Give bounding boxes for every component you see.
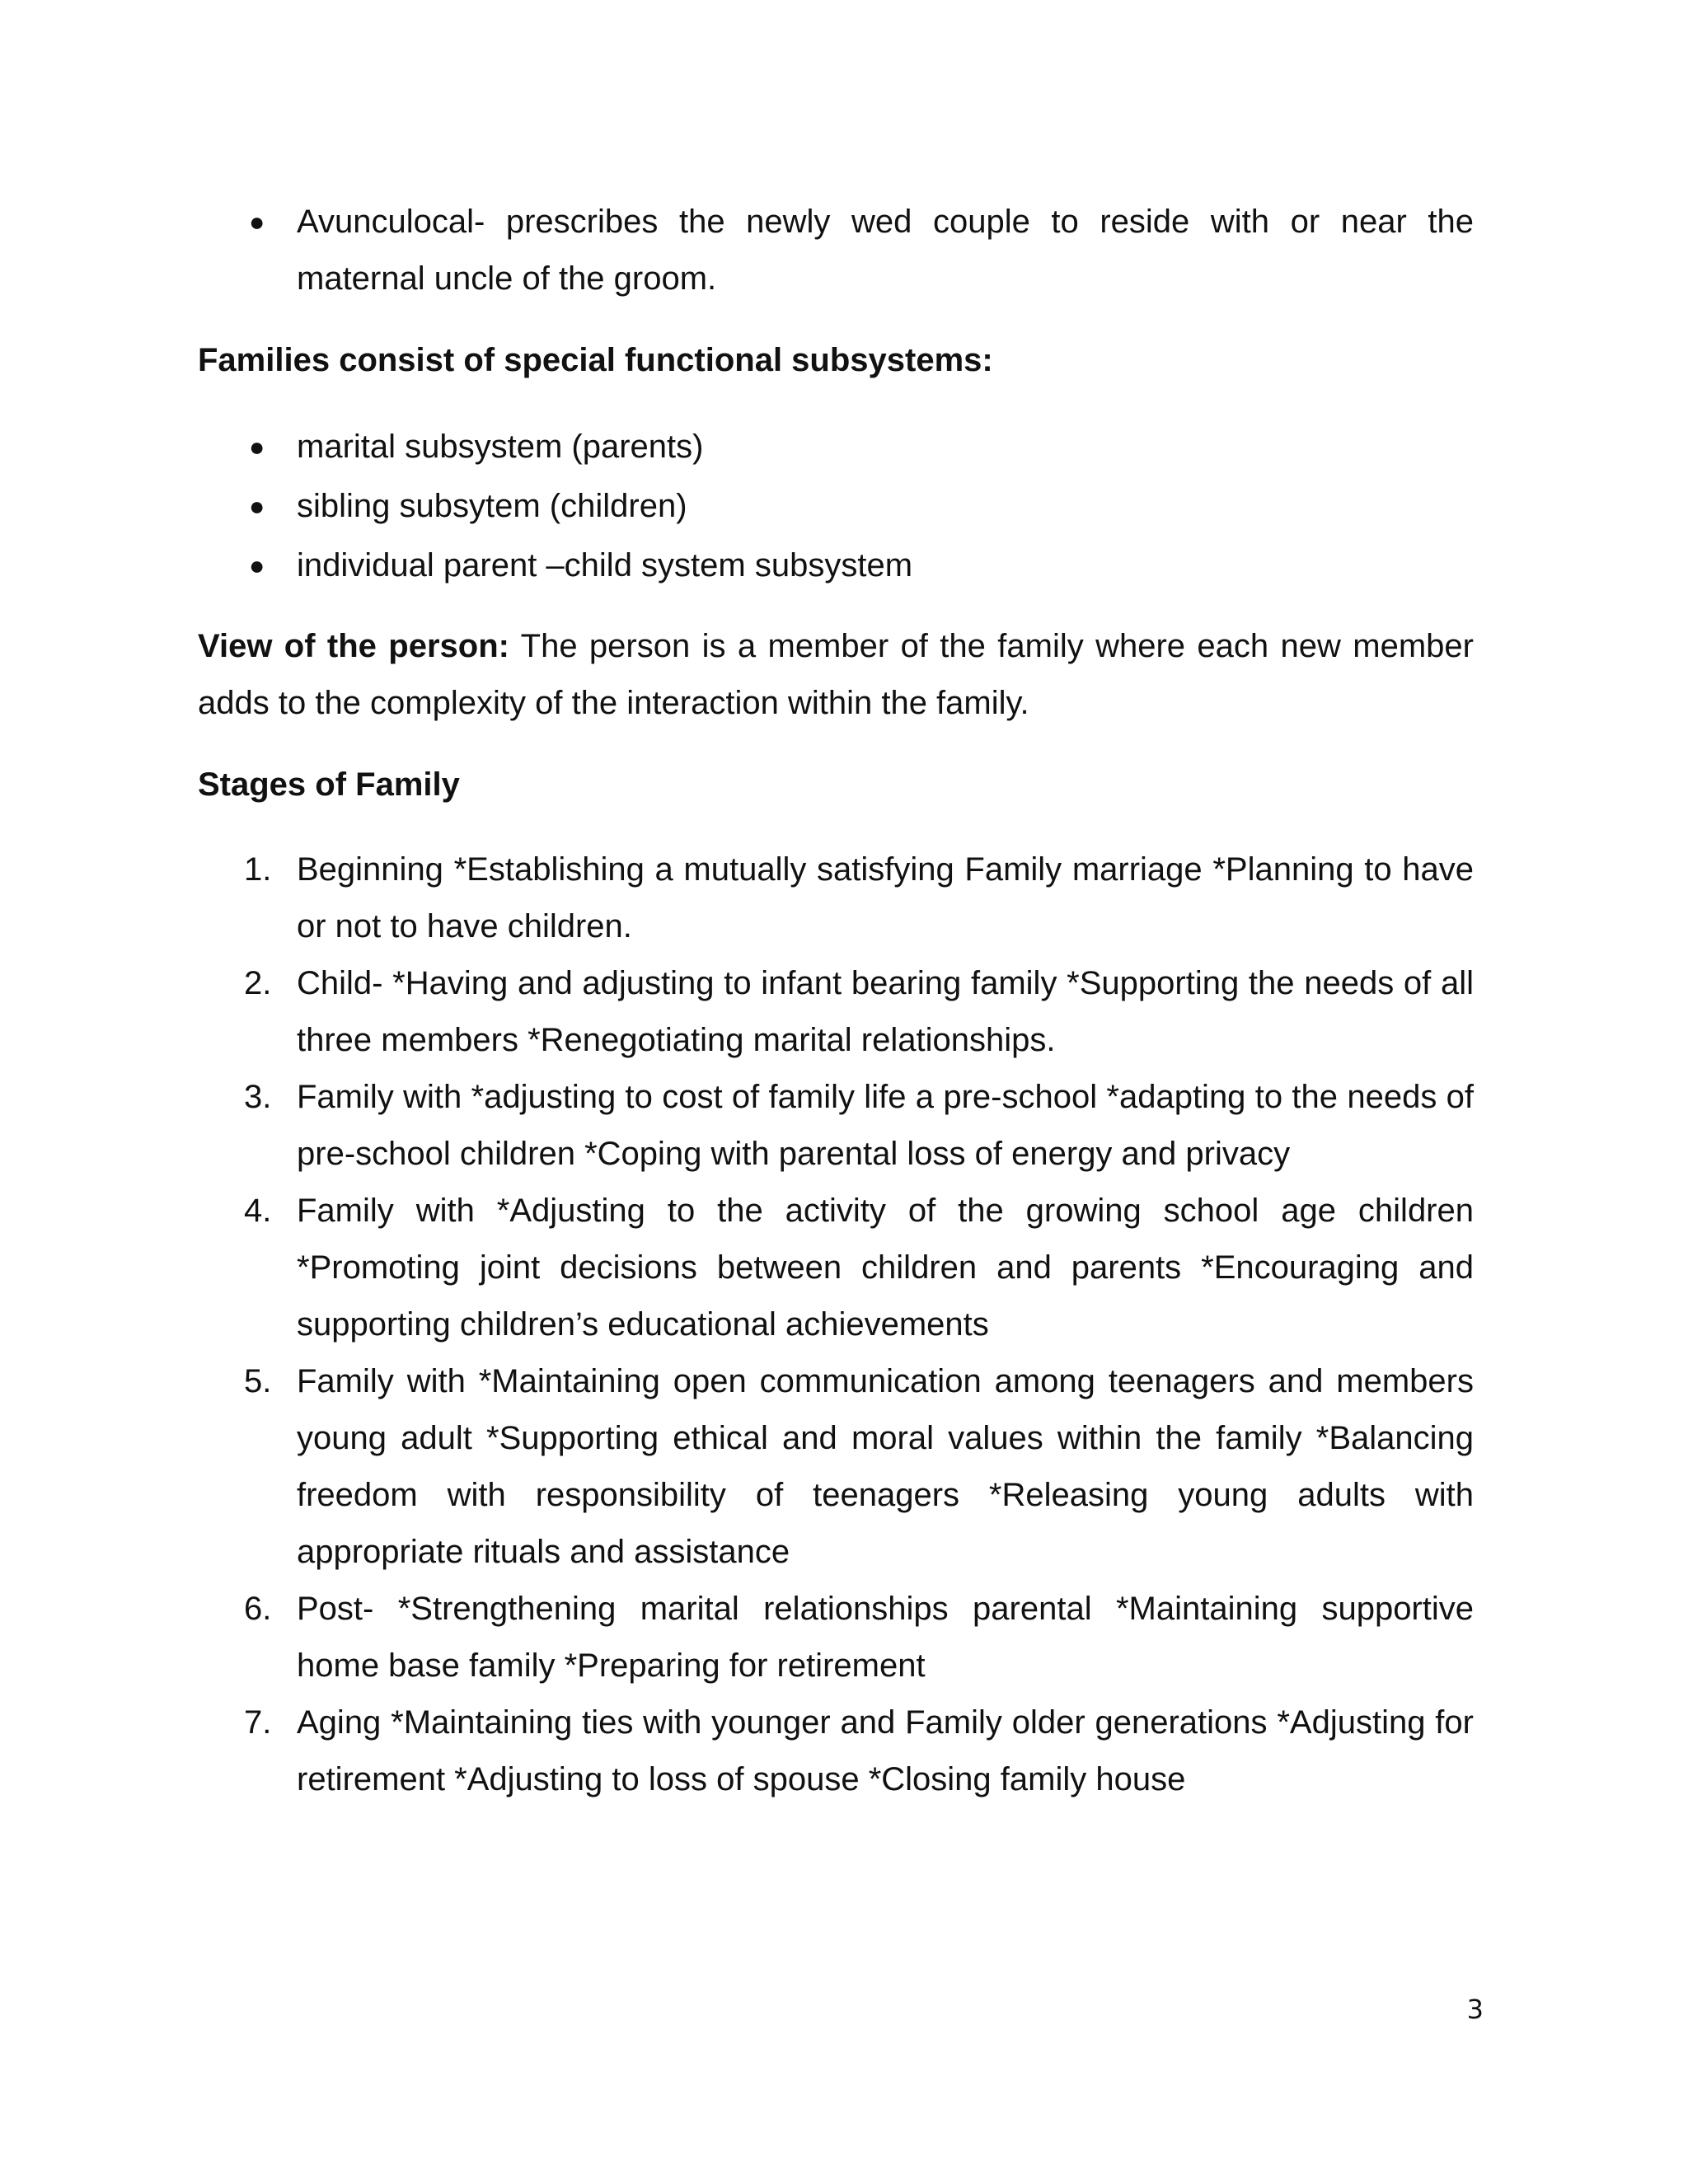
- bullet-icon: ●: [249, 432, 265, 462]
- list-item: [198, 536, 1474, 595]
- list-item: [198, 1581, 1474, 1694]
- stages-list: [198, 841, 1474, 1808]
- list-item: [198, 1069, 1474, 1183]
- list-item: [198, 476, 1474, 536]
- page-number: 3: [1466, 1994, 1484, 2025]
- list-number: 1.: [244, 851, 272, 888]
- list-item: [198, 841, 1474, 955]
- bullet-icon: ●: [249, 551, 265, 580]
- view-of-person-text: The person is a member of the family where each new member adds to the complexity of the interaction within the family.: [198, 628, 1474, 721]
- list-number: 4.: [244, 1193, 272, 1229]
- list-number: 5.: [244, 1363, 272, 1399]
- subsystems-heading: Families consist of special functional subsystems:: [198, 342, 993, 378]
- list-item-text: Avunculocal- prescribes the newly wed couple to reside with or near the maternal uncle of the groom.: [297, 204, 1474, 297]
- list-item: [198, 955, 1474, 1069]
- intro-bullet-list: [198, 194, 1474, 307]
- list-item-text: Aging *Maintaining ties with younger and Family older generations *Adjusting for retirement *Adjusting to loss of spouse *Closing family house: [297, 1704, 1474, 1797]
- subsystems-list: [198, 417, 1474, 595]
- list-item: [198, 417, 1474, 476]
- bullet-icon: ●: [249, 207, 265, 237]
- page-content: [198, 194, 1474, 1808]
- list-item-text: Post- *Strengthening marital relationships parental *Maintaining supportive home base family *Preparing for retirement: [297, 1591, 1474, 1684]
- list-item-text: Family with *Adjusting to the activity of the growing school age children *Promoting joint decisions between children and parents *Encouraging and supporting children’s educational achievements: [297, 1193, 1474, 1343]
- list-item-text: marital subsystem (parents): [297, 429, 704, 465]
- list-item-text: Family with *adjusting to cost of family life a pre-school *adapting to the needs of pre-school children *Coping with parental loss of energy and privacy: [297, 1079, 1474, 1172]
- list-item: [198, 194, 1474, 307]
- list-item: [198, 1353, 1474, 1581]
- list-item: [198, 1183, 1474, 1353]
- list-item: [198, 1694, 1474, 1808]
- list-item-text: Beginning *Establishing a mutually satisfying Family marriage *Planning to have or not to have children.: [297, 851, 1474, 944]
- list-number: 7.: [244, 1704, 272, 1741]
- list-item-text: sibling subsytem (children): [297, 488, 687, 524]
- stages-heading: Stages of Family: [198, 766, 460, 803]
- view-of-person-label: View of the person:: [198, 628, 509, 664]
- bullet-icon: ●: [249, 491, 265, 521]
- list-item-text: Child- *Having and adjusting to infant bearing family *Supporting the needs of all three members *Renegotiating marital relationships.: [297, 965, 1474, 1058]
- list-number: 6.: [244, 1591, 272, 1627]
- list-number: 3.: [244, 1079, 272, 1115]
- list-item-text: individual parent –child system subsystem: [297, 547, 913, 583]
- view-of-person-paragraph: [198, 618, 1474, 732]
- list-number: 2.: [244, 965, 272, 1001]
- list-item-text: Family with *Maintaining open communication among teenagers and members young adult *Supporting ethical and moral values within the family *Balancing freedom with responsibility of teenagers *Releasing young adults with appropriate rituals and assistance: [297, 1363, 1474, 1570]
